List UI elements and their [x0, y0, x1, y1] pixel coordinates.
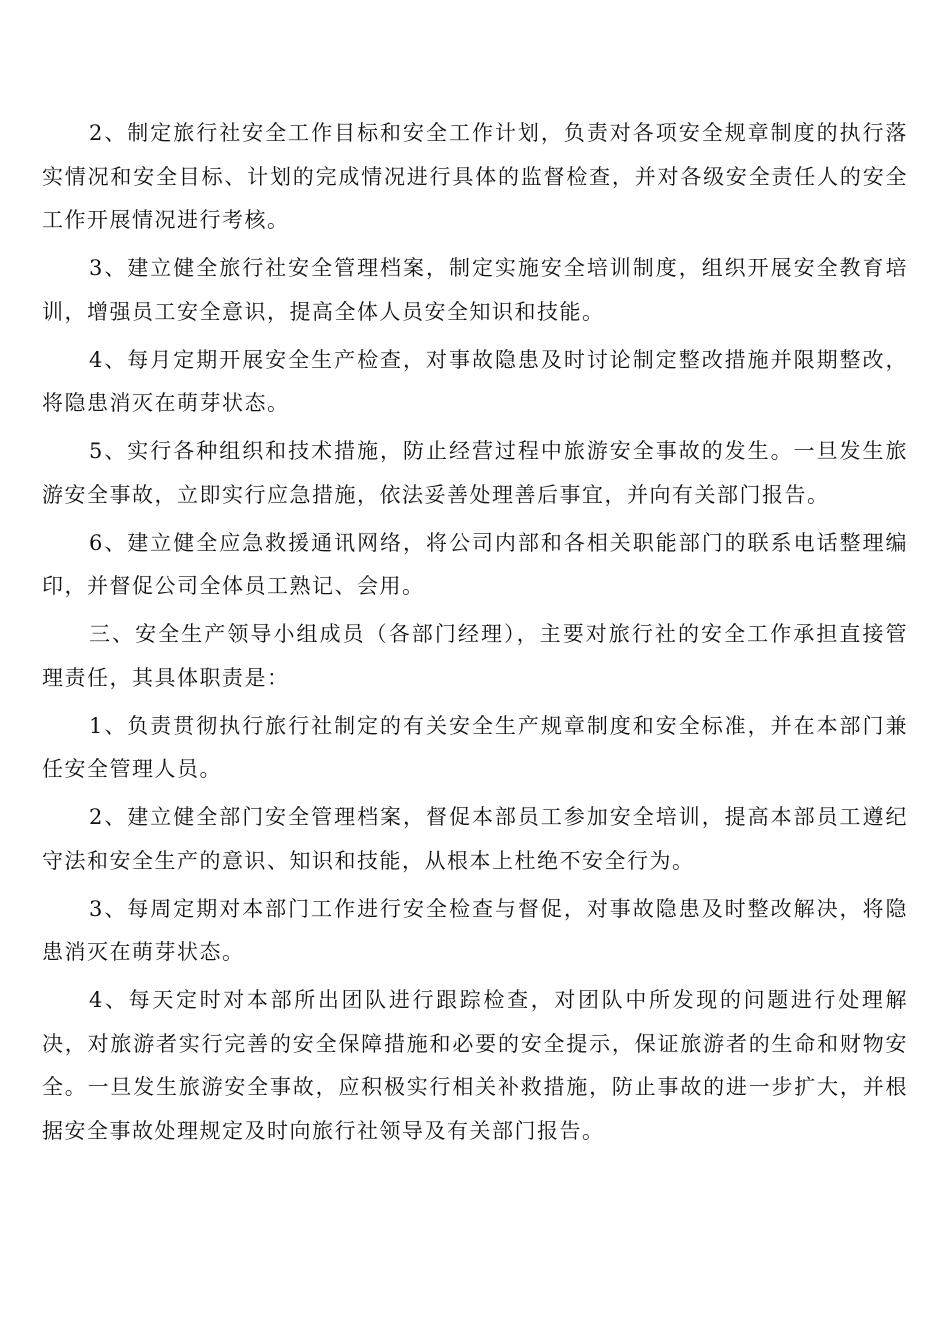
paragraph-item-5-measures: 5、实行各种组织和技术措施，防止经营过程中旅游安全事故的发生。一旦发生旅游安全事故，立即实行应急措施，依法妥善处理善后事宜，并向有关部门报告。	[42, 439, 908, 507]
paragraph-item-3-archives: 3、建立健全旅行社安全管理档案，制定实施安全培训制度，组织开展安全教育培训，增强员工安全意识，提高全体人员安全知识和技能。	[42, 256, 908, 324]
paragraph-item-3-weekly-inspection: 3、每周定期对本部门工作进行安全检查与督促，对事故隐患及时整改解决，将隐患消灭在萌芽状态。	[42, 896, 908, 964]
paragraph-item-4-monthly-inspection: 4、每月定期开展安全生产检查，对事故隐患及时讨论制定整改措施并限期整改，将隐患消灭在萌芽状态。	[42, 347, 908, 415]
paragraph-item-6-emergency-network: 6、建立健全应急救援通讯网络，将公司内部和各相关职能部门的联系电话整理编印，并督促公司全体员工熟记、会用。	[42, 530, 908, 598]
section-heading-three: 三、安全生产领导小组成员（各部门经理），主要对旅行社的安全工作承担直接管理责任，其具体职责是：	[42, 622, 908, 690]
paragraph-item-2-department-archives: 2、建立健全部门安全管理档案，督促本部员工参加安全培训，提高本部员工遵纪守法和安全生产的意识、知识和技能，从根本上杜绝不安全行为。	[42, 805, 908, 873]
paragraph-item-2-duties: 2、制定旅行社安全工作目标和安全工作计划，负责对各项安全规章制度的执行落实情况和安全目标、计划的完成情况进行具体的监督检查，并对各级安全责任人的安全工作开展情况进行考核。	[42, 121, 908, 232]
paragraph-item-4-daily-tracking: 4、每天定时对本部所出团队进行跟踪检查，对团队中所发现的问题进行处理解决，对旅游者实行完善的安全保障措施和必要的安全提示，保证旅游者的生命和财物安全。一旦发生旅游安全事故，应积极实行相关补救措施，防止事故的进一步扩大，并根据安全事故处理规定及时向旅行社领导及有关部门报告。	[42, 988, 908, 1143]
document-body	[42, 112, 908, 1158]
paragraph-item-1-implementation: 1、负责贯彻执行旅行社制定的有关安全生产规章制度和安全标准，并在本部门兼任安全管理人员。	[42, 713, 908, 781]
